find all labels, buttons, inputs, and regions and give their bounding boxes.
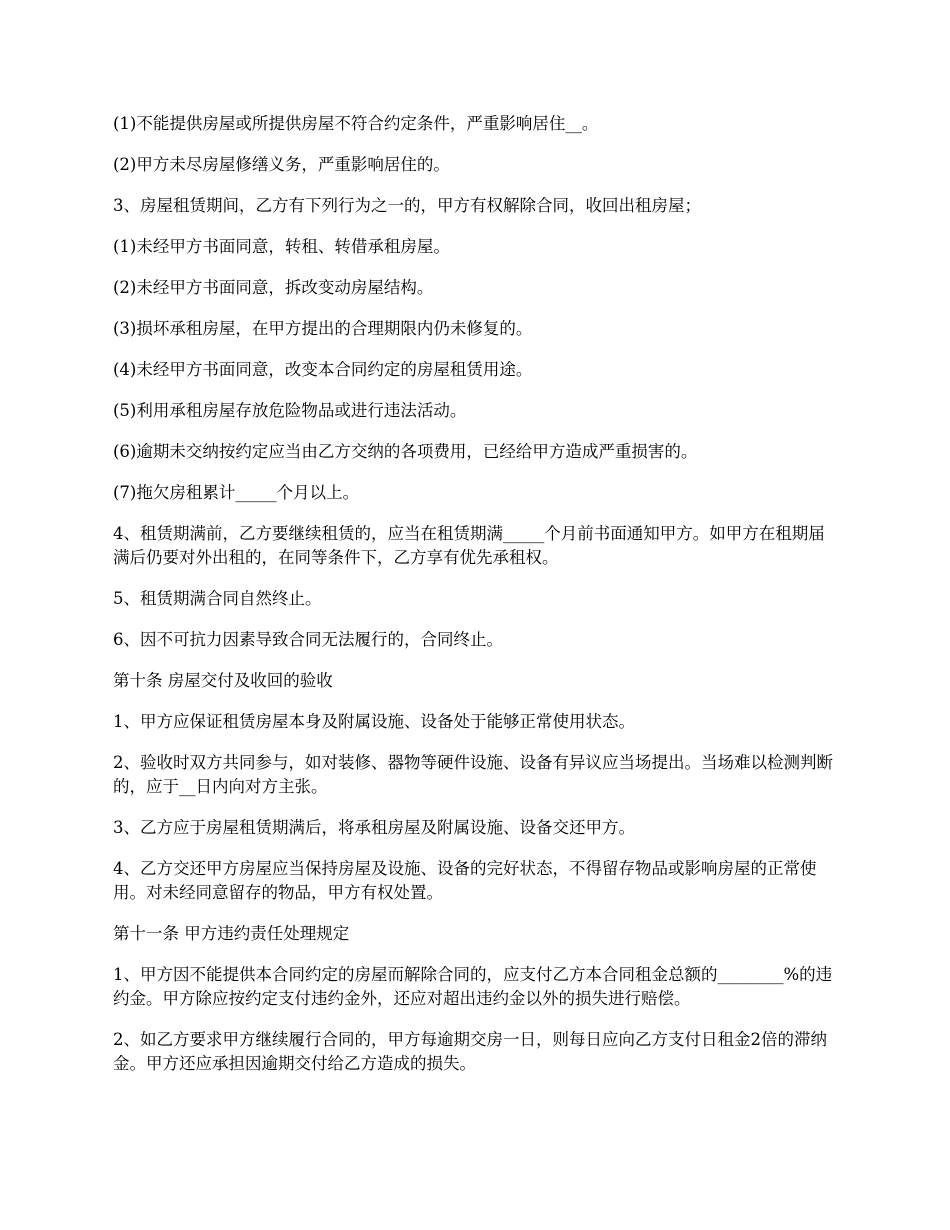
- clause-9-3-item-5: (5)利用承租房屋存放危险物品或进行违法活动。: [113, 401, 467, 420]
- article-11-heading: 第十一条 甲方违约责任处理规定: [113, 924, 350, 943]
- clause-10-4: 4、乙方交还甲方房屋应当保持房屋及设施、设备的完好状态，不得留存物品或影响房屋的正常使用。对未经同意留存的物品，甲方有权处置。: [113, 859, 817, 902]
- clause-11-2: 2、如乙方要求甲方继续履行合同的，甲方每逾期交房一日，则每日应向乙方支付日租金2倍的滞纳金。甲方还应承担因逾期交付给乙方造成的损失。: [113, 1030, 827, 1073]
- clause-9-2-item-1: (1)不能提供房屋或所提供房屋不符合约定条件，严重影响居住__。: [113, 114, 599, 133]
- clause-9-3-item-1: (1)未经甲方书面同意，转租、转借承租房屋。: [113, 237, 450, 256]
- clause-9-6: 6、因不可抗力因素导致合同无法履行的，合同终止。: [113, 630, 503, 649]
- clause-9-2-item-2: (2)甲方未尽房屋修缮义务，严重影响居住的。: [113, 155, 450, 174]
- clause-9-3: 3、房屋租赁期间，乙方有下列行为之一的，甲方有权解除合同，收回出租房屋；: [113, 196, 701, 215]
- clause-9-3-item-6: (6)逾期未交纳按约定应当由乙方交纳的各项费用，已经给甲方造成严重损害的。: [113, 442, 698, 461]
- clause-9-4: 4、租赁期满前，乙方要继续租赁的，应当在租赁期满_____个月前书面通知甲方。如甲方在租期届满后仍要对外出租的，在同等条件下，乙方享有优先承租权。: [113, 524, 825, 567]
- clause-9-5: 5、租赁期满合同自然终止。: [113, 589, 322, 608]
- clause-10-3: 3、乙方应于房屋租赁期满后，将承租房屋及附属设施、设备交还甲方。: [113, 818, 635, 837]
- clause-10-1: 1、甲方应保证租赁房屋本身及附属设施、设备处于能够正常使用状态。: [113, 712, 635, 731]
- document-body: [113, 112, 841, 1093]
- clause-11-1: 1、甲方因不能提供本合同约定的房屋而解除合同的，应支付乙方本合同租金总额的________%的违约金。甲方除应按约定支付违约金外，还应对超出违约金以外的损失进行赔偿。: [113, 965, 833, 1008]
- clause-9-3-item-2: (2)未经甲方书面同意，拆改变动房屋结构。: [113, 278, 434, 297]
- clause-9-3-item-3: (3)损坏承租房屋，在甲方提出的合理期限内仍未修复的。: [113, 319, 533, 338]
- clause-10-2: 2、验收时双方共同参与，如对装修、器物等硬件设施、设备有异议应当场提出。当场难以检测判断的，应于__日内向对方主张。: [113, 753, 833, 796]
- clause-9-3-item-4: (4)未经甲方书面同意，改变本合同约定的房屋租赁用途。: [113, 360, 533, 379]
- article-10-heading: 第十条 房屋交付及收回的验收: [113, 671, 333, 690]
- clause-9-3-item-7: (7)拖欠房租累计_____个月以上。: [113, 483, 360, 502]
